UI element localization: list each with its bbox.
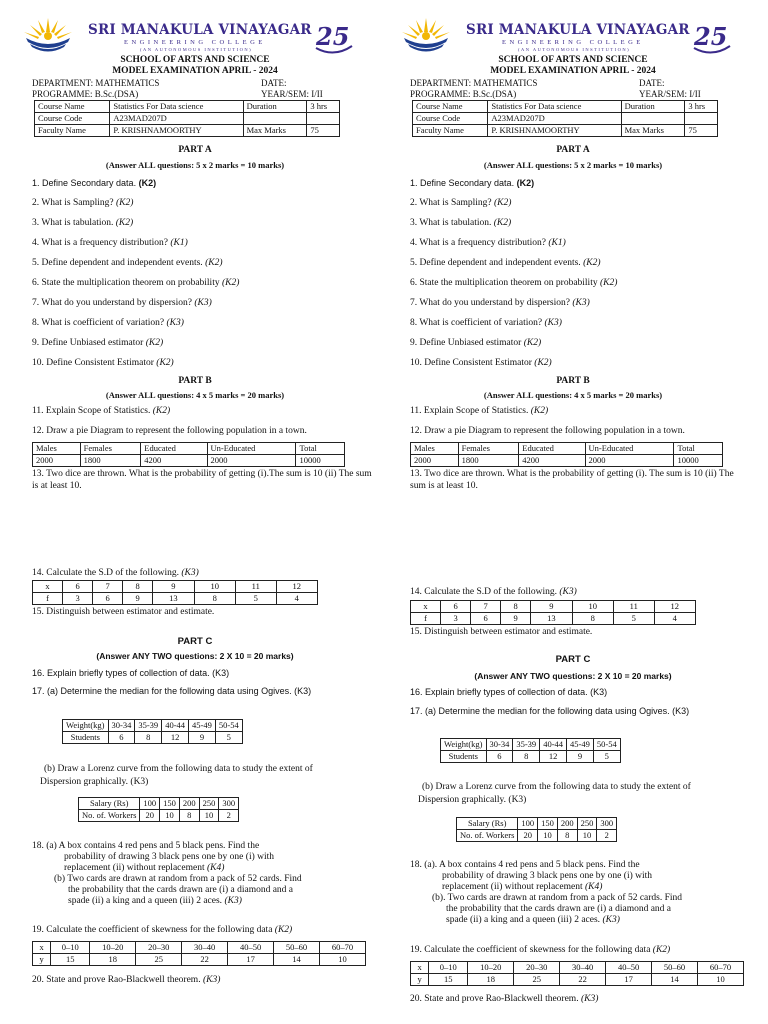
school-title: SCHOOL OF ARTS AND SCIENCE [120,55,270,65]
table-cell: Max Marks [243,125,307,137]
table-row [33,593,318,605]
table-cell: 10 [160,810,180,822]
skewness-table [410,961,744,986]
table-cell: 50-54 [593,739,620,751]
question-17b-line2: Dispersion graphically. (K3) [40,777,149,787]
salary-table [78,797,239,822]
table-cell: 300 [597,818,617,830]
table-cell: 10 [572,601,613,613]
table-cell: 0–10 [429,962,468,974]
part-c-instruction: (Answer ANY TWO questions: 2 X 10 = 20 marks) [474,671,672,681]
table-cell: No. of. Workers [79,810,140,822]
question-11: 11. Explain Scope of Statistics. (K2) [410,406,549,416]
college-emblem-icon [20,14,76,54]
table-cell: 2000 [33,455,81,467]
table-cell: 10 [320,954,366,966]
question-11: 11. Explain Scope of Statistics. (K2) [32,406,171,416]
table-row [457,830,617,842]
table-cell: 6 [471,613,501,625]
question-6: 6. State the multiplication theorem on probability (K2) [32,278,240,288]
table-cell: f [33,593,63,605]
part-b-title: PART B [178,376,212,386]
table-cell [621,113,685,125]
table-row [33,581,318,593]
anniversary-25-icon [312,18,356,54]
table-cell [243,113,307,125]
table-cell: 18 [90,954,136,966]
table-cell: 6 [108,732,135,744]
part-c-title: PART C [555,654,591,665]
table-cell: y [33,954,51,966]
question-2: 2. What is Sampling? (K2) [410,198,512,208]
question-20: 20. State and prove Rao-Blackwell theorem. (K3) [410,994,599,1004]
table-cell: x [33,942,51,954]
table-cell: 6 [441,601,471,613]
question-15: 15. Distinguish between estimator and estimate. [32,607,215,617]
table-cell: 4 [276,593,317,605]
part-b-instruction: (Answer ALL questions: 4 x 5 marks = 20 marks) [105,390,285,400]
table-cell: Statistics For Data science [110,101,243,113]
table-cell: Duration [621,101,685,113]
question-8: 8. What is coefficient of variation? (K3) [410,318,562,328]
table-cell: 30–40 [182,942,228,954]
table-cell: 9 [123,593,153,605]
exam-paper-right [398,0,768,1024]
table-row [63,732,243,744]
table-cell: A23MAD207D [488,113,621,125]
table-cell: 14 [652,974,698,986]
question-4: 4. What is a frequency distribution? (K1) [32,238,188,248]
table-cell: 100 [140,798,160,810]
table-row [457,818,617,830]
college-name: SRI MANAKULA VINAYAGAR [466,22,690,38]
table-row [411,613,696,625]
question-9: 9. Define Unbiased estimator (K2) [410,338,542,348]
table-cell: y [411,974,429,986]
college-logo-header [398,14,748,54]
table-cell: 2000 [207,455,296,467]
question-13: 13. Two dice are thrown. What is the probability of getting (i).The sum is 10 (ii) The sum is at least 10. [32,469,372,491]
table-cell: 10–20 [468,962,514,974]
table-cell: 10 [199,810,219,822]
table-cell: 250 [577,818,597,830]
table-cell: 40-44 [162,720,189,732]
population-table [32,442,345,467]
table-cell: Weight(kg) [63,720,109,732]
table-row [411,974,744,986]
table-cell: Un-Educated [585,443,674,455]
table-cell: 3 hrs [307,101,340,113]
table-cell: 3 [441,613,471,625]
table-cell: 9 [567,751,594,763]
table-row [441,739,621,751]
part-a-instruction: (Answer ALL questions: 5 x 2 marks = 10 marks) [105,160,285,170]
table-cell: Course Name [35,101,110,113]
table-row [35,113,340,125]
table-cell: 8 [557,830,577,842]
question-17a: 17. (a) Determine the median for the following data using Ogives. (K3) [32,686,312,696]
year-sem: YEAR/SEM: I/II [639,89,701,99]
date-label: DATE: [261,78,287,88]
weight-table [62,719,243,744]
salary-table [456,817,617,842]
table-cell: 35-39 [513,739,540,751]
table-cell: 11 [613,601,654,613]
question-16: 16. Explain briefly types of collection of data. (K3) [32,668,230,678]
table-row [33,942,366,954]
table-cell: 5 [593,751,620,763]
college-logo-header [20,14,370,54]
part-b-instruction: (Answer ALL questions: 4 x 5 marks = 20 marks) [483,390,663,400]
table-cell: 8 [194,593,235,605]
table-cell: 75 [307,125,340,137]
question-16: 16. Explain briefly types of collection of data. (K3) [410,687,608,697]
part-a-title: PART A [556,145,590,155]
question-1: 1. Define Secondary data. (K2) [32,178,157,188]
question-20: 20. State and prove Rao-Blackwell theorem. (K3) [32,975,221,985]
programme: PROGRAMME: B.Sc.(DSA) [410,89,517,99]
table-cell: 20 [140,810,160,822]
sd-table [32,580,318,605]
table-cell: 2 [597,830,617,842]
course-info-table [412,100,718,137]
table-cell: x [33,581,63,593]
table-cell: 1800 [80,455,141,467]
table-cell: 12 [654,601,695,613]
table-cell: 6 [486,751,513,763]
college-name: SRI MANAKULA VINAYAGAR [88,22,312,38]
exam-title: MODEL EXAMINATION APRIL - 2024 [490,66,656,76]
table-cell: 0–10 [51,942,90,954]
population-table [410,442,723,467]
table-cell: 30–40 [560,962,606,974]
college-subtitle: ENGINEERING COLLEGE [124,39,266,46]
table-cell: 100 [518,818,538,830]
table-cell: Course Code [413,113,488,125]
table-cell: 12 [162,732,189,744]
table-cell: 3 [63,593,93,605]
table-cell: 10 [194,581,235,593]
table-row [413,101,718,113]
table-cell: 30-34 [108,720,135,732]
table-cell: 40-44 [540,739,567,751]
table-cell: 22 [182,954,228,966]
table-cell: 60–70 [320,942,366,954]
table-cell: Females [80,443,141,455]
table-cell: Faculty Name [413,125,488,137]
table-cell [685,113,718,125]
table-cell: 9 [531,601,572,613]
part-a-title: PART A [178,145,212,155]
table-cell: 18 [468,974,514,986]
college-subtitle-2: (AN AUTONOMOUS INSTITUTION) [518,47,631,52]
table-row [33,954,366,966]
table-cell: Students [63,732,109,744]
part-c-instruction: (Answer ANY TWO questions: 2 X 10 = 20 marks) [96,651,294,661]
table-cell: Total [674,443,723,455]
svg-text:25: 25 [316,22,350,51]
question-7: 7. What do you understand by dispersion? (K3) [410,298,590,308]
question-3: 3. What is tabulation. (K2) [410,218,512,228]
table-cell: 40–50 [606,962,652,974]
table-row [413,113,718,125]
question-9: 9. Define Unbiased estimator (K2) [32,338,164,348]
table-cell: Total [296,443,345,455]
table-row [413,125,718,137]
table-cell [307,113,340,125]
table-cell: Educated [519,443,585,455]
table-cell: 45-49 [189,720,216,732]
table-row [411,443,723,455]
exam-title: MODEL EXAMINATION APRIL - 2024 [112,66,278,76]
table-cell: 5 [215,732,242,744]
year-sem: YEAR/SEM: I/II [261,89,323,99]
table-cell: 10 [538,830,558,842]
question-14: 14. Calculate the S.D of the following. (K3) [410,587,577,597]
college-emblem-icon [398,14,454,54]
table-cell: Duration [243,101,307,113]
table-cell: Course Name [413,101,488,113]
question-10: 10. Define Consistent Estimator (K2) [410,358,552,368]
table-row [411,601,696,613]
table-row [63,720,243,732]
table-cell: 200 [179,798,199,810]
table-cell: 8 [135,732,162,744]
table-row [79,810,239,822]
question-12: 12. Draw a pie Diagram to represent the following population in a town. [32,426,307,436]
table-row [33,443,345,455]
question-17b-line1: (b) Draw a Lorenz curve from the following data to study the extent of [422,782,691,792]
table-cell: 25 [514,974,560,986]
svg-text:25: 25 [694,22,728,51]
table-cell: 10 [698,974,744,986]
table-cell: 8 [123,581,153,593]
table-row [411,455,723,467]
table-cell: 9 [501,613,531,625]
weight-table [440,738,621,763]
table-row [35,125,340,137]
table-cell: 11 [235,581,276,593]
table-cell: 60–70 [698,962,744,974]
question-18: 18. (a) A box contains 4 red pens and 5 black pens. Find the probability of drawing 3 black pens one by one (i) with replacement (ii) without replacement (K4) (b) Two cards are drawn at random from a pack of 52 cards. Find the probability that the cards drawn are (i) a diamond and a spade (ii) a king and a queen (iii) 2 aces. (K3) [32,841,302,906]
table-cell: Salary (Rs) [79,798,140,810]
college-subtitle: ENGINEERING COLLEGE [502,39,644,46]
table-cell: 17 [606,974,652,986]
question-7: 7. What do you understand by dispersion? (K3) [32,298,212,308]
question-12: 12. Draw a pie Diagram to represent the following population in a town. [410,426,685,436]
programme: PROGRAMME: B.Sc.(DSA) [32,89,139,99]
table-cell: 35-39 [135,720,162,732]
table-cell: 6 [93,593,123,605]
table-cell: 50–60 [274,942,320,954]
question-5: 5. Define dependent and independent events. (K2) [32,258,223,268]
table-cell: 15 [429,974,468,986]
table-cell: 8 [513,751,540,763]
question-18: 18. (a). A box contains 4 red pens and 5 black pens. Find the probability of drawing 3 black pens one by one (i) with replacement (ii) without replacement (K4) (b). Two cards are drawn at random from a pack of 52 cards. Find the probability that the cards drawn are (i) a diamond and a spade (ii) a king and a queen (iii) 2 aces. (K3) [410,860,683,925]
table-row [441,751,621,763]
table-cell: Educated [141,443,207,455]
table-cell: 50–60 [652,962,698,974]
table-cell: 2000 [411,455,459,467]
table-cell: 22 [560,974,606,986]
table-cell: 8 [501,601,531,613]
question-2: 2. What is Sampling? (K2) [32,198,134,208]
table-cell: 8 [572,613,613,625]
table-cell: 10000 [674,455,723,467]
part-c-title: PART C [177,636,213,647]
table-cell: 7 [471,601,501,613]
table-cell: 2 [219,810,239,822]
question-1: 1. Define Secondary data. (K2) [410,178,535,188]
date-label: DATE: [639,78,665,88]
table-cell: Max Marks [621,125,685,137]
table-cell: 45-49 [567,739,594,751]
question-19: 19. Calculate the coefficient of skewness for the following data (K2) [410,945,671,955]
table-cell: 20 [518,830,538,842]
table-cell: P. KRISHNAMOORTHY [488,125,621,137]
table-cell: f [411,613,441,625]
table-row [411,962,744,974]
table-row [35,101,340,113]
table-cell: 75 [685,125,718,137]
question-14: 14. Calculate the S.D of the following. (K3) [32,568,199,578]
table-cell: 25 [136,954,182,966]
table-cell: Females [458,443,519,455]
table-cell: 17 [228,954,274,966]
table-cell: 10 [577,830,597,842]
table-cell: Males [411,443,459,455]
question-8: 8. What is coefficient of variation? (K3) [32,318,184,328]
table-cell: 13 [153,593,194,605]
table-cell: 250 [199,798,219,810]
table-cell: 4200 [519,455,585,467]
table-cell: 3 hrs [685,101,718,113]
department: DEPARTMENT: MATHEMATICS [32,78,160,88]
table-cell: 7 [93,581,123,593]
question-17a: 17. (a) Determine the median for the following data using Ogives. (K3) [410,706,690,716]
table-row [79,798,239,810]
part-b-title: PART B [556,376,590,386]
table-cell: 4200 [141,455,207,467]
table-cell: 50-54 [215,720,242,732]
table-row [33,455,345,467]
anniversary-25-icon [690,18,734,54]
table-cell: No. of. Workers [457,830,518,842]
table-cell: 150 [160,798,180,810]
table-cell: 30-34 [486,739,513,751]
table-cell: x [411,962,429,974]
question-15: 15. Distinguish between estimator and estimate. [410,627,593,637]
table-cell: Salary (Rs) [457,818,518,830]
table-cell: 13 [531,613,572,625]
table-cell: Un-Educated [207,443,296,455]
table-cell: x [411,601,441,613]
table-cell: 5 [613,613,654,625]
table-cell: 9 [189,732,216,744]
table-cell: 6 [63,581,93,593]
table-cell: 20–30 [514,962,560,974]
table-cell: 12 [276,581,317,593]
table-cell: 200 [557,818,577,830]
table-cell: Statistics For Data science [488,101,621,113]
table-cell: P. KRISHNAMOORTHY [110,125,243,137]
question-17b-line2: Dispersion graphically. (K3) [418,795,527,805]
skewness-table [32,941,366,966]
table-cell: 2000 [585,455,674,467]
department: DEPARTMENT: MATHEMATICS [410,78,538,88]
table-cell: Faculty Name [35,125,110,137]
question-10: 10. Define Consistent Estimator (K2) [32,358,174,368]
question-6: 6. State the multiplication theorem on probability (K2) [410,278,618,288]
table-cell: 1800 [458,455,519,467]
table-cell: 10–20 [90,942,136,954]
table-cell: 12 [540,751,567,763]
table-cell: 9 [153,581,194,593]
table-cell: 5 [235,593,276,605]
table-cell: 8 [179,810,199,822]
question-4: 4. What is a frequency distribution? (K1) [410,238,566,248]
table-cell: Males [33,443,81,455]
table-cell: 14 [274,954,320,966]
table-cell: 4 [654,613,695,625]
table-cell: 150 [538,818,558,830]
table-cell: A23MAD207D [110,113,243,125]
school-title: SCHOOL OF ARTS AND SCIENCE [498,55,648,65]
question-13: 13. Two dice are thrown. What is the probability of getting (i). The sum is 10 (ii) The sum is at least 10. [410,469,734,491]
sd-table [410,600,696,625]
part-a-instruction: (Answer ALL questions: 5 x 2 marks = 10 marks) [483,160,663,170]
course-info-table [34,100,340,137]
college-subtitle-2: (AN AUTONOMOUS INSTITUTION) [140,47,253,52]
question-17b-line1: (b) Draw a Lorenz curve from the following data to study the extent of [44,764,313,774]
table-cell: 40–50 [228,942,274,954]
table-cell: 20–30 [136,942,182,954]
table-cell: 15 [51,954,90,966]
exam-paper-left [20,0,390,1024]
table-cell: Weight(kg) [441,739,487,751]
question-19: 19. Calculate the coefficient of skewness for the following data (K2) [32,925,293,935]
question-5: 5. Define dependent and independent events. (K2) [410,258,601,268]
table-cell: 10000 [296,455,345,467]
question-3: 3. What is tabulation. (K2) [32,218,134,228]
table-cell: 300 [219,798,239,810]
table-cell: Students [441,751,487,763]
table-cell: Course Code [35,113,110,125]
